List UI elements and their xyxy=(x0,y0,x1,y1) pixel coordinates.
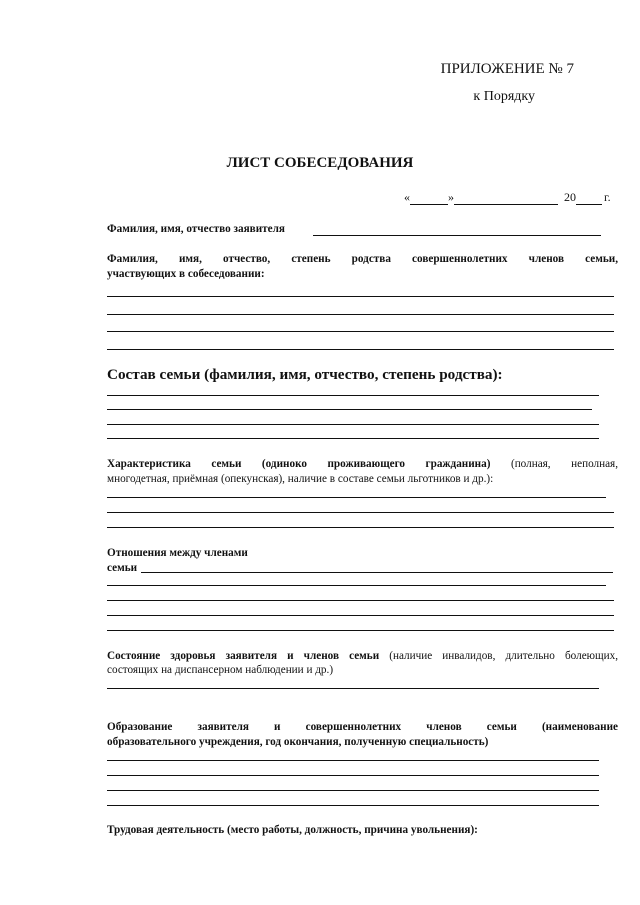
date-row xyxy=(404,190,611,205)
adult-members-label-line2: участвующих в собеседовании: xyxy=(107,268,265,280)
date-year-blank[interactable] xyxy=(576,192,602,205)
characteristics-label-line2: многодетная, приёмная (опекунская), наличие в составе семьи льготников и др.): xyxy=(107,473,494,485)
education-label-line2: образовательного учреждения, год окончания, полученную специальность) xyxy=(107,736,489,748)
family-composition-label: Состав семьи (фамилия, имя, отчество, степень родства): xyxy=(107,366,503,383)
date-day-blank[interactable] xyxy=(410,192,448,205)
characteristics-label-line1: Характеристика семьи (одиноко проживающего гражданина) (полная, неполная, xyxy=(107,458,618,470)
answer-line[interactable] xyxy=(107,805,599,806)
relations-label-line2: семьи xyxy=(107,562,138,574)
answer-line[interactable] xyxy=(107,424,599,425)
date-year-suffix: г. xyxy=(604,190,611,204)
answer-line[interactable] xyxy=(107,630,614,631)
answer-line[interactable] xyxy=(107,497,606,498)
date-open-quote: « xyxy=(404,190,410,204)
answer-line[interactable] xyxy=(107,615,614,616)
applicant-name-label: Фамилия, имя, отчество заявителя xyxy=(107,223,285,235)
document-title: ЛИСТ СОБЕСЕДОВАНИЯ xyxy=(226,155,414,171)
answer-line[interactable] xyxy=(107,600,614,601)
answer-line[interactable] xyxy=(107,331,614,332)
answer-line[interactable] xyxy=(107,349,614,350)
date-month-blank[interactable] xyxy=(454,192,558,205)
answer-line[interactable] xyxy=(107,395,599,396)
answer-line[interactable] xyxy=(107,527,614,528)
answer-line[interactable] xyxy=(107,314,614,315)
answer-line[interactable] xyxy=(107,688,599,689)
relations-blank[interactable] xyxy=(141,572,613,573)
education-label-line1: Образование заявителя и совершеннолетних членов семьи (наименование xyxy=(107,721,618,733)
health-label-line2: состоящих на диспансерном наблюдении и др.) xyxy=(107,664,334,676)
answer-line[interactable] xyxy=(107,512,614,513)
answer-line[interactable] xyxy=(107,775,599,776)
answer-line[interactable] xyxy=(107,296,614,297)
applicant-name-blank[interactable] xyxy=(313,235,601,236)
employment-label: Трудовая деятельность (место работы, должность, причина увольнения): xyxy=(107,824,478,836)
answer-line[interactable] xyxy=(107,409,592,410)
date-close-quote: » xyxy=(448,190,454,204)
answer-line[interactable] xyxy=(107,790,599,791)
answer-line[interactable] xyxy=(107,585,606,586)
appendix-number: ПРИЛОЖЕНИЕ № 7 xyxy=(440,61,574,77)
health-label-line1: Состояние здоровья заявителя и членов семьи (наличие инвалидов, длительно болеющих, xyxy=(107,650,619,662)
adult-members-label-line1: Фамилия, имя, отчество, степень родства совершеннолетних членов семьи, xyxy=(107,253,618,265)
answer-line[interactable] xyxy=(107,760,599,761)
answer-line[interactable] xyxy=(107,438,599,439)
date-century: 20 xyxy=(564,190,576,204)
relations-label-line1: Отношения между членами xyxy=(107,547,248,559)
order-reference: к Порядку xyxy=(473,89,535,104)
